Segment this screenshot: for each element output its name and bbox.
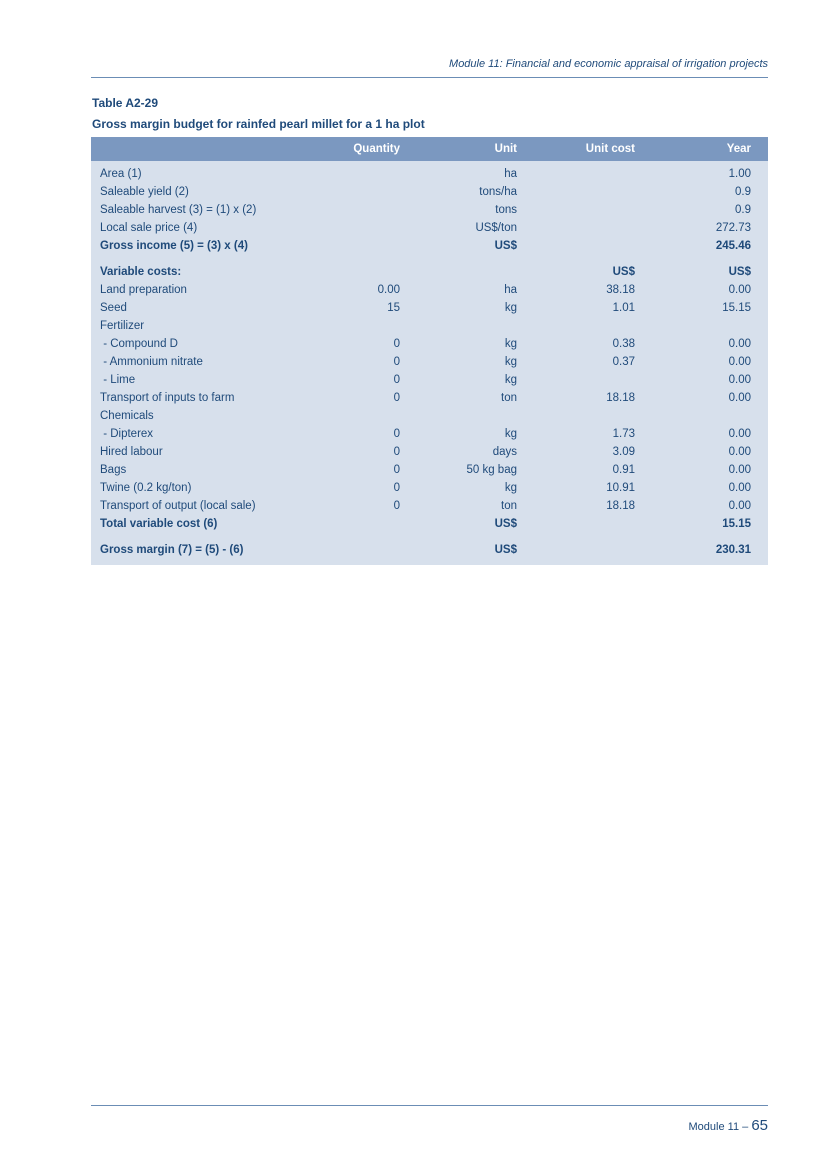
column-header-year: Year xyxy=(726,143,751,155)
table-row xyxy=(91,201,768,219)
cell-unit-cost: 1.73 xyxy=(612,428,635,440)
table-row xyxy=(91,497,768,515)
cell-year: 0.9 xyxy=(735,186,751,198)
cell-unit-cost: 3.09 xyxy=(612,446,635,458)
cell-unit-cost: 18.18 xyxy=(606,392,635,404)
table-row xyxy=(91,299,768,317)
cell-quantity: 0 xyxy=(393,464,400,476)
table-row xyxy=(91,389,768,407)
cell-year: 0.00 xyxy=(728,482,751,494)
cell-unit: days xyxy=(492,446,517,458)
cell-item: Gross margin (7) = (5) - (6) xyxy=(100,544,244,556)
table-row xyxy=(91,165,768,183)
cell-unit: US$ xyxy=(494,240,517,252)
cell-unit: tons xyxy=(495,204,517,216)
cell-unit: ha xyxy=(504,168,517,180)
cell-item: Gross income (5) = (3) x (4) xyxy=(100,240,248,252)
cell-item: - Compound D xyxy=(100,338,178,350)
cell-year: 0.00 xyxy=(728,446,751,458)
table-header-row xyxy=(91,137,768,161)
cell-unit-cost: US$ xyxy=(612,266,635,278)
cell-year: US$ xyxy=(728,266,751,278)
cell-unit: US$ xyxy=(494,544,517,556)
cell-quantity: 0 xyxy=(393,338,400,350)
table-row xyxy=(91,443,768,461)
header-divider xyxy=(91,77,768,78)
table-row xyxy=(91,183,768,201)
cell-unit: kg xyxy=(504,428,517,440)
table-row xyxy=(91,407,768,425)
cell-item: Seed xyxy=(100,302,127,314)
table-body xyxy=(91,165,768,559)
cell-item: - Ammonium nitrate xyxy=(100,356,203,368)
cell-year: 0.00 xyxy=(728,284,751,296)
cell-item: Variable costs: xyxy=(100,266,182,278)
cell-year: 272.73 xyxy=(715,222,751,234)
cell-unit: tons/ha xyxy=(479,186,517,198)
cell-item: Transport of inputs to farm xyxy=(100,392,235,404)
table-row xyxy=(91,479,768,497)
footer-divider xyxy=(91,1105,768,1106)
cell-unit-cost: 0.37 xyxy=(612,356,635,368)
cell-item: Bags xyxy=(100,464,127,476)
cell-item: Local sale price (4) xyxy=(100,222,198,234)
cell-item: Land preparation xyxy=(100,284,187,296)
cell-unit: kg xyxy=(504,356,517,368)
column-header-quantity: Quantity xyxy=(353,143,400,155)
running-header: Module 11: Financial and economic appraisal of irrigation projects xyxy=(449,58,768,70)
cell-unit: US$/ton xyxy=(475,222,517,234)
cell-year: 0.00 xyxy=(728,338,751,350)
table-row xyxy=(91,541,768,559)
cell-unit: 50 kg bag xyxy=(466,464,517,476)
cell-quantity: 0 xyxy=(393,482,400,494)
cell-unit: ton xyxy=(501,500,517,512)
cell-year: 15.15 xyxy=(722,302,751,314)
cell-unit: kg xyxy=(504,374,517,386)
cell-item: Fertilizer xyxy=(100,320,145,332)
cell-year: 15.15 xyxy=(722,518,751,530)
cell-quantity: 0.00 xyxy=(377,284,400,296)
cell-year: 0.00 xyxy=(728,500,751,512)
cell-item: Area (1) xyxy=(100,168,142,180)
cell-year: 0.00 xyxy=(728,356,751,368)
table-row xyxy=(91,281,768,299)
cell-quantity: 0 xyxy=(393,374,400,386)
column-header-unit: Unit xyxy=(494,143,517,155)
table-row xyxy=(91,317,768,335)
cell-year: 245.46 xyxy=(715,240,751,252)
table-row xyxy=(91,461,768,479)
cell-item: Saleable yield (2) xyxy=(100,186,189,198)
page-number: 65 xyxy=(751,1117,768,1134)
cell-item: - Lime xyxy=(100,374,136,386)
cell-unit-cost: 0.38 xyxy=(612,338,635,350)
footer-module-label: Module 11 – xyxy=(688,1121,752,1133)
cell-unit-cost: 10.91 xyxy=(606,482,635,494)
table-row xyxy=(91,237,768,255)
column-header-unit-cost: Unit cost xyxy=(585,143,635,155)
cell-year: 0.00 xyxy=(728,428,751,440)
cell-year: 0.9 xyxy=(735,204,751,216)
cell-quantity: 0 xyxy=(393,446,400,458)
cell-unit-cost: 0.91 xyxy=(612,464,635,476)
table-row xyxy=(91,353,768,371)
cell-unit: kg xyxy=(504,338,517,350)
cell-unit: ha xyxy=(504,284,517,296)
cell-item: Transport of output (local sale) xyxy=(100,500,256,512)
cell-unit: kg xyxy=(504,482,517,494)
cell-year: 1.00 xyxy=(728,168,751,180)
cell-unit: ton xyxy=(501,392,517,404)
cell-unit: US$ xyxy=(494,518,517,530)
cell-quantity: 0 xyxy=(393,500,400,512)
cell-unit-cost: 18.18 xyxy=(606,500,635,512)
table-row xyxy=(91,425,768,443)
gross-margin-table xyxy=(91,137,768,565)
cell-item: Hired labour xyxy=(100,446,163,458)
table-row xyxy=(91,263,768,281)
cell-item: Total variable cost (6) xyxy=(100,518,218,530)
cell-year: 230.31 xyxy=(715,544,751,556)
table-row xyxy=(91,219,768,237)
cell-year: 0.00 xyxy=(728,392,751,404)
cell-year: 0.00 xyxy=(728,374,751,386)
cell-unit-cost: 38.18 xyxy=(606,284,635,296)
cell-quantity: 15 xyxy=(387,302,400,314)
cell-item: Twine (0.2 kg/ton) xyxy=(100,482,192,494)
table-row xyxy=(91,335,768,353)
table-label: Table A2-29 xyxy=(92,96,159,110)
cell-quantity: 0 xyxy=(393,392,400,404)
cell-quantity: 0 xyxy=(393,428,400,440)
cell-year: 0.00 xyxy=(728,464,751,476)
table-row xyxy=(91,515,768,533)
cell-item: Chemicals xyxy=(100,410,154,422)
table-caption: Gross margin budget for rainfed pearl millet for a 1 ha plot xyxy=(92,117,425,131)
cell-quantity: 0 xyxy=(393,356,400,368)
table-row xyxy=(91,371,768,389)
cell-item: - Dipterex xyxy=(100,428,154,440)
cell-unit-cost: 1.01 xyxy=(612,302,635,314)
cell-item: Saleable harvest (3) = (1) x (2) xyxy=(100,204,257,216)
page-footer xyxy=(689,1117,768,1134)
cell-unit: kg xyxy=(504,302,517,314)
